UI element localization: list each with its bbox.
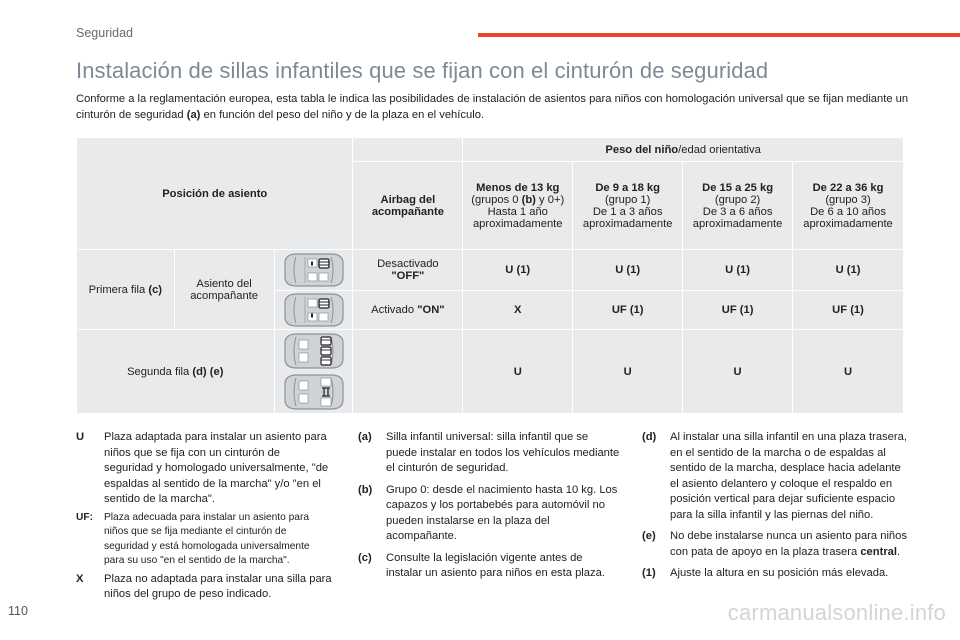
rear-group-1: U — [573, 330, 683, 414]
front-off-group-0: U (1) — [463, 250, 573, 291]
front-on-group-2: UF (1) — [683, 291, 793, 330]
group-label-0: (grupos 0 — [471, 193, 522, 206]
group-age-0: Hasta 1 año aproximadamente — [472, 205, 563, 230]
group-weight-1: De 9 a 18 kg — [595, 181, 660, 194]
rear-group-2: U — [683, 330, 793, 414]
airbag-off-value: "OFF" — [391, 270, 425, 282]
group-age-1: De 1 a 3 años aproximadamente — [582, 205, 673, 230]
blank-header-cell — [353, 138, 463, 162]
airbag-off-label: Desactivado — [377, 258, 439, 270]
airbag-on-value: "ON" — [417, 304, 445, 316]
rear-row-ref: (d) (e) — [192, 365, 224, 378]
car-front-forward-facing-icon — [274, 291, 353, 330]
group-weight-3: De 22 a 36 kg — [812, 181, 884, 194]
group-label-2: (grupo 2) — [714, 193, 761, 206]
legend-text: Ajuste la altura en su posición más elevada. — [670, 567, 889, 579]
rear-row-text: Segunda fila — [127, 365, 193, 378]
passenger-seat-label: Asiento del acompañante — [174, 250, 274, 330]
legend-text: Grupo 0: desde el nacimiento hasta 10 kg. Los capazos y los portabebés para automóvil no pueden instalarse en la plaza del acompañante. — [386, 483, 618, 542]
front-row-ref: (c) — [148, 283, 163, 296]
intro-text-2: en función del peso del niño y de la plaza en el vehículo. — [200, 109, 485, 121]
weight-header-rest: /edad orientativa — [678, 143, 761, 156]
legend-text: Al instalar una silla infantil en una plaza trasera, en el sentido de la marcha o de espaldas al sentido de la marcha, desplace hacia adelante el asiento delantero y coloque el respaldo en posición vertical para dejar suficiente espacio para la silla infantil y las piernas del niño. — [670, 431, 907, 521]
group-weight-0: Menos de 13 kg — [476, 181, 560, 194]
page-title: Instalación de sillas infantiles que se fijan con el cinturón de seguridad — [76, 58, 769, 83]
front-row-text: Primera fila — [88, 283, 149, 296]
front-off-group-1: U (1) — [573, 250, 683, 291]
legend-column-1 — [76, 430, 332, 606]
legend-e-text: No debe instalarse nunca un asiento para niños con pata de apoyo en la plaza trasera — [670, 530, 907, 558]
front-off-group-2: U (1) — [683, 250, 793, 291]
legend-e — [642, 529, 908, 560]
legend-key: (b) — [358, 483, 373, 496]
group-header-2 — [683, 162, 793, 250]
legend-a — [358, 430, 620, 477]
group-age-2: De 3 a 6 años aproximadamente — [692, 205, 783, 230]
seat-position-header: Posición de asiento — [77, 138, 353, 250]
legend-uf — [76, 511, 332, 569]
legend-key: (1) — [642, 567, 656, 579]
legend-key: (e) — [642, 530, 656, 542]
front-on-group-3: UF (1) — [793, 291, 904, 330]
legend-x — [76, 572, 332, 603]
legend-key: (d) — [642, 431, 657, 443]
group-header-1 — [573, 162, 683, 250]
legend-key: X — [76, 572, 84, 585]
airbag-on-label: Activado — [371, 304, 418, 316]
group-label-3: (grupo 3) — [825, 193, 871, 206]
legend-text: Plaza no adaptada para instalar una silla para niños del grupo de peso indicado. — [104, 572, 332, 600]
front-on-group-1: UF (1) — [573, 291, 683, 330]
legend-column-3 — [642, 430, 908, 585]
front-on-group-0: X — [463, 291, 573, 330]
legend-1 — [642, 566, 908, 582]
group-age-3: De 6 a 10 años aproximadamente — [803, 205, 893, 230]
airbag-off-cell — [353, 250, 463, 291]
child-seat-table — [76, 137, 904, 414]
front-row-label — [77, 250, 175, 330]
group-label-1: (grupo 1) — [604, 193, 651, 206]
legend-column-2 — [358, 430, 620, 585]
watermark: carmanualsonline.info — [727, 600, 946, 625]
legend-text: Plaza adaptada para instalar un asiento para niños que se fija con un cinturón de seguridad y homologado universalmente, "de espaldas al sentido de la marcha" y/o "en el sentido de la marcha". — [104, 431, 329, 505]
legend-u — [76, 430, 332, 508]
car-front-rear-facing-icon — [274, 250, 353, 291]
intro-marker: (a) — [186, 109, 201, 121]
weight-header-bold: Peso del niño — [605, 143, 679, 156]
legend-e-end: . — [897, 545, 901, 558]
airbag-on-cell — [353, 291, 463, 330]
page-number: 110 — [8, 604, 28, 618]
group-weight-2: De 15 a 25 kg — [702, 181, 774, 194]
rear-group-3: U — [793, 330, 904, 414]
car-rear-seats-icon — [274, 330, 353, 414]
legend-key: (a) — [358, 431, 372, 443]
legend-text: Plaza adecuada para instalar un asiento para niños que se fija mediante el cinturón de seguridad y está homologada universalmente para su uso "en el sentido de la marcha". — [104, 511, 310, 566]
rear-row-label — [77, 330, 275, 414]
weight-header — [463, 138, 904, 162]
legend-d — [642, 430, 908, 523]
intro-paragraph — [76, 91, 916, 123]
group-ref-0: (b) — [521, 193, 536, 206]
rear-airbag-cell — [353, 330, 463, 414]
group-header-0 — [463, 162, 573, 250]
section-label: Seguridad — [76, 26, 133, 40]
legend-b — [358, 483, 620, 545]
legend-key: (c) — [358, 551, 372, 564]
group-header-3 — [793, 162, 904, 250]
header-accent-bar — [478, 33, 960, 37]
legend-c — [358, 551, 620, 582]
legend-text: Silla infantil universal: silla infantil que se puede instalar en todos los vehículos mediante el cinturón de seguridad. — [386, 431, 620, 474]
rear-group-0: U — [463, 330, 573, 414]
legend-key: U — [76, 431, 85, 443]
group-label-post-0: y 0+) — [535, 193, 565, 206]
intro-text-1: Conforme a la reglamentación europea, esta tabla le indica las posibilidades de instalación de asientos para niños con homologación universal que se fijan mediante un cinturón de seguridad — [76, 93, 909, 121]
front-off-group-3: U (1) — [793, 250, 904, 291]
airbag-header: Airbag del acompañante — [353, 162, 463, 250]
legend-key: UF: — [76, 511, 93, 523]
legend-text: Consulte la legislación vigente antes de instalar un asiento para niños en esta plaza. — [386, 551, 605, 579]
legend-e-bold: central — [860, 545, 898, 558]
legend-text — [670, 529, 908, 560]
